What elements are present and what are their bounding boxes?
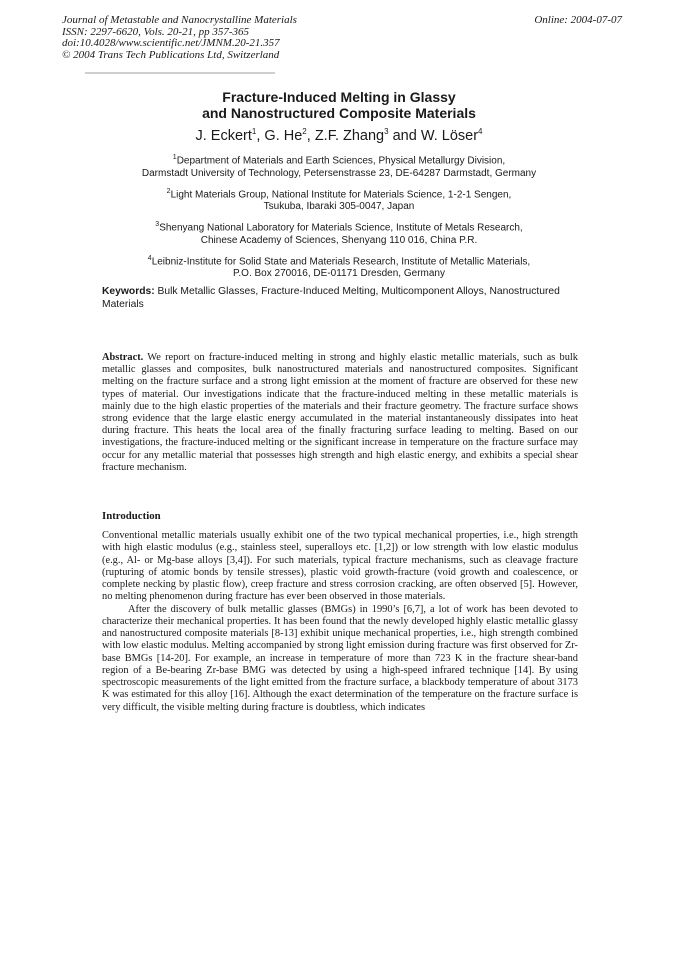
- author-affiliation-mark: 4: [478, 127, 483, 136]
- keywords-text: Bulk Metallic Glasses, Fracture-Induced Melting, Multicomponent Alloys, Nanostructured Materials: [102, 286, 560, 310]
- copyright-line: © 2004 Trans Tech Publications Ltd, Switzerland: [62, 48, 280, 61]
- issn-line: ISSN: 2297-6620, Vols. 20-21, pp 357-365: [62, 25, 249, 38]
- section-heading-introduction: Introduction: [102, 510, 161, 522]
- author-separator: ,: [256, 127, 265, 144]
- affiliation: [0, 253, 678, 282]
- author-separator: ,: [306, 127, 315, 144]
- title-line-1: Fracture-Induced Melting in Glassy: [222, 89, 456, 105]
- abstract: [102, 352, 578, 474]
- affiliation: [0, 152, 678, 181]
- affiliation-line: P.O. Box 270016, DE-01171 Dresden, Germany: [233, 268, 445, 280]
- affiliation-number: 2: [166, 187, 171, 195]
- affiliation-line: Department of Materials and Earth Sciences, Physical Metallurgy Division,: [176, 155, 506, 167]
- abstract-label: Abstract.: [102, 352, 144, 363]
- affiliation-line: Shenyang National Laboratory for Materials Science, Institute of Metals Research,: [159, 222, 523, 234]
- affiliation: [0, 219, 678, 248]
- author-name: W. Löser: [420, 127, 479, 144]
- online-date: Online: 2004-07-07: [534, 14, 622, 26]
- affiliation-number: 4: [147, 254, 152, 262]
- journal-header: [62, 15, 622, 61]
- affiliation-line: Darmstadt University of Technology, Petersenstrasse 23, DE-64287 Darmstadt, Germany: [141, 167, 537, 179]
- author-separator: and: [388, 127, 421, 144]
- affiliation-list: [0, 152, 678, 286]
- abstract-text: We report on fracture-induced melting in strong and highly elastic metallic materials, such as bulk metallic glasses and composites, bulk nanostructured materials and nanostructured composites. Significant melting on the fracture surface and a strong light emission at the moment of fracture are observed for these new types of material. Our investigations indicate that the fracture-induced melting in these metallic materials is mainly due to the high elastic properties of the materials and their fracture geometry. The fracture surface shows strong evidence that the large elastic energy accumulated in the material instantaneously dissipates into heat during fracture. This heats the local area of the finally fracturing surface leading to melting. Based on our investigations, the fracture-induced melting or the significant increase in temperature on the fracture surface may occur for any metallic material that possesses high strength and high elastic energy, and exhibits a special shear fracture mechanism.: [102, 352, 578, 473]
- affiliation: [0, 186, 678, 215]
- paragraph: After the discovery of bulk metallic glasses (BMGs) in 1990’s [6,7], a lot of work has been devoted to characterize their mechanical properties. It has been found that the newly developed highly elastic metallic glassy and nanostructured composite materials [8-13] exhibit unique mechanical properties, i.e., high strength combined with low elastic modulus. Melting accompanied by strong light emission during fracture was first observed for Zr-base BMGs [14-20]. For example, an increase in temperature of more than 723 K in the fracture shear-band region of a Be-bearing Zr-base BMG was detected by using a high-speed infrared technique [14]. By using spectroscopic measurements of the light emitted from the fracture surface, a blackbody temperature of about 3173 K was estimated for this alloy [16]. Although the exact determination of the temperature on the fracture surface is very difficult, the visible melting during fracture is doubtless, which indicates: [102, 603, 578, 713]
- author-name: Z.F. Zhang: [314, 127, 385, 144]
- introduction-body: [102, 530, 578, 714]
- affiliation-line: Leibniz-Institute for Solid State and Materials Research, Institute of Metallic Materials,: [151, 255, 531, 267]
- paragraph: Conventional metallic materials usually exhibit one of the two typical mechanical properties, i.e., high strength with high elastic modulus (e.g., stainless steel, superalloys etc. [1,2]) or low strength with low elastic modulus (e.g., Al- or Mg-base alloys [3,4]). For such materials, typical fracture mechanisms, such as cleavage fracture (rupturing of atomic bonds by tensile stresses), plastic void growth-fracture (void growth and coalescence, or complete necking by plastic flow), creep fracture and stress corrosion cracking, are often observed [5]. However, no melting phenomenon during fracture has ever been observed in those materials.: [102, 530, 578, 603]
- author-affiliation-mark: 3: [384, 127, 389, 136]
- doi-line[interactable]: doi:10.4028/www.scientific.net/JMNM.20-21.357: [62, 37, 280, 50]
- keywords-label: Keywords:: [102, 286, 155, 297]
- journal-name: Journal of Metastable and Nanocrystalline Materials: [62, 14, 297, 26]
- keywords: [102, 286, 572, 311]
- affiliation-number: 3: [155, 221, 160, 229]
- author-affiliation-mark: 2: [302, 127, 307, 136]
- paper-title: [0, 89, 678, 121]
- affiliation-number: 1: [172, 154, 177, 161]
- affiliation-line: Tsukuba, Ibaraki 305-0047, Japan: [263, 201, 415, 213]
- author-affiliation-mark: 1: [251, 127, 257, 136]
- author-list: [0, 127, 678, 144]
- faded-print-artifact: [85, 72, 275, 74]
- author-name: G. He: [264, 127, 303, 144]
- title-line-2: and Nanostructured Composite Materials: [202, 105, 476, 121]
- author-name: J. Eckert: [195, 127, 252, 144]
- affiliation-line: Light Materials Group, National Institute for Materials Science, 1-2-1 Sengen,: [170, 188, 512, 200]
- affiliation-line: Chinese Academy of Sciences, Shenyang 110 016, China P.R.: [200, 234, 478, 246]
